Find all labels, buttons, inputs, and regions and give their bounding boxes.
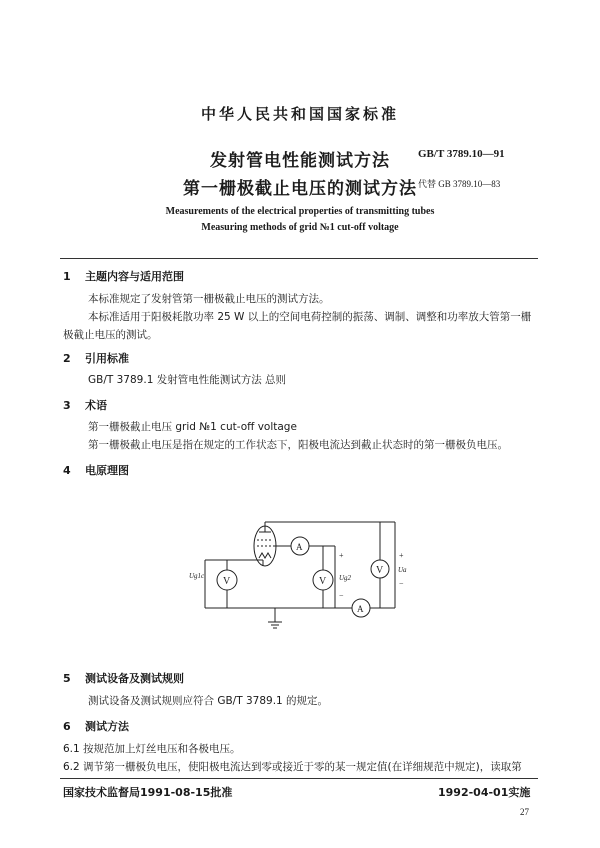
voltmeter-grid1	[217, 570, 237, 590]
section-number: 2	[63, 352, 71, 365]
section-1-paragraph-2: 本标准适用于阳极耗散功率 25 W 以上的空间电荷控制的振荡、调制、调整和功率放大管第一栅极截止电压的测试。	[63, 311, 532, 341]
section-number: 1	[63, 270, 71, 283]
title-line-1: 发射管电性能测试方法	[210, 151, 390, 171]
ua-minus: −	[399, 579, 404, 588]
ug2-plus: +	[339, 551, 344, 560]
ug2-label: Ug2	[339, 574, 352, 582]
section-number: 5	[63, 672, 71, 685]
tube-symbol	[254, 522, 395, 566]
header-rule	[60, 258, 538, 259]
section-title: 电原理图	[85, 464, 129, 477]
section-5-paragraph-1: 测试设备及测试规则应符合 GB/T 3789.1 的规定。	[88, 695, 329, 707]
section-1-heading	[63, 268, 184, 284]
ammeter-grid2	[291, 537, 309, 555]
ua-label: Ua	[398, 566, 407, 574]
ua-plus: +	[399, 551, 404, 560]
ammeter-grid2-label: A	[296, 542, 303, 552]
section-title: 测试设备及测试规则	[85, 672, 184, 685]
ug2-minus: −	[339, 591, 344, 600]
footer-implement-date: 1992-04-01实施	[438, 786, 531, 799]
section-6-heading	[63, 718, 129, 734]
english-title-2: Measuring methods of grid №1 cut-off voltage	[201, 222, 399, 233]
voltmeter-anode	[371, 560, 389, 578]
section-number: 3	[63, 399, 71, 412]
section-number: 6	[63, 720, 71, 733]
replaces-note: 代替 GB 3789.10—83	[418, 179, 501, 189]
footer-issuer: 国家技术监督局1991-08-15批准	[63, 786, 233, 799]
section-3-paragraph-2: 第一栅极截止电压是指在规定的工作状态下，阳极电流达到截止状态时的第一栅极负电压。	[88, 439, 508, 451]
circuit-diagram	[175, 518, 420, 638]
section-number: 4	[63, 464, 71, 477]
voltmeter-grid2	[313, 570, 333, 590]
section-1-paragraph-1: 本标准规定了发射管第一栅极截止电压的测试方法。	[88, 293, 330, 305]
section-4-heading	[63, 462, 129, 478]
ug1c-label: Ug1c	[189, 572, 205, 580]
voltmeter-grid1-label: V	[223, 576, 231, 587]
standard-code: GB/T 3789.10—91	[418, 148, 505, 160]
section-3-heading	[63, 397, 107, 413]
section-title: 引用标准	[85, 352, 129, 365]
english-title-1: Measurements of the electrical properties of transmitting tubes	[165, 206, 435, 217]
section-3-paragraph-1: 第一栅极截止电压 grid №1 cut-off voltage	[88, 421, 297, 433]
section-2-paragraph-1: GB/T 3789.1 发射管电性能测试方法 总则	[88, 374, 287, 386]
voltmeter-grid2-label: V	[319, 576, 327, 587]
national-standard-heading: 中华人民共和国国家标准	[200, 105, 399, 123]
section-title: 主题内容与适用范围	[85, 270, 184, 283]
section-6-item-1: 6.1 按规范加上灯丝电压和各极电压。	[63, 743, 241, 755]
ammeter-anode-label: A	[357, 604, 364, 614]
footer-rule	[60, 778, 538, 779]
ground-symbol	[268, 608, 282, 628]
page-number: 27	[520, 807, 529, 817]
section-title: 术语	[85, 399, 107, 412]
section-2-heading	[63, 350, 129, 366]
voltmeter-anode-label: V	[376, 565, 384, 576]
title-line-2: 第一栅极截止电压的测试方法	[183, 179, 417, 199]
section-6-item-2: 6.2 调节第一栅极负电压，使阳极电流达到零或接近于零的某一规定值(在详细规范中规定)，读取第	[63, 761, 522, 773]
ammeter-anode	[352, 599, 370, 617]
section-5-heading	[63, 670, 184, 686]
section-title: 测试方法	[85, 720, 129, 733]
